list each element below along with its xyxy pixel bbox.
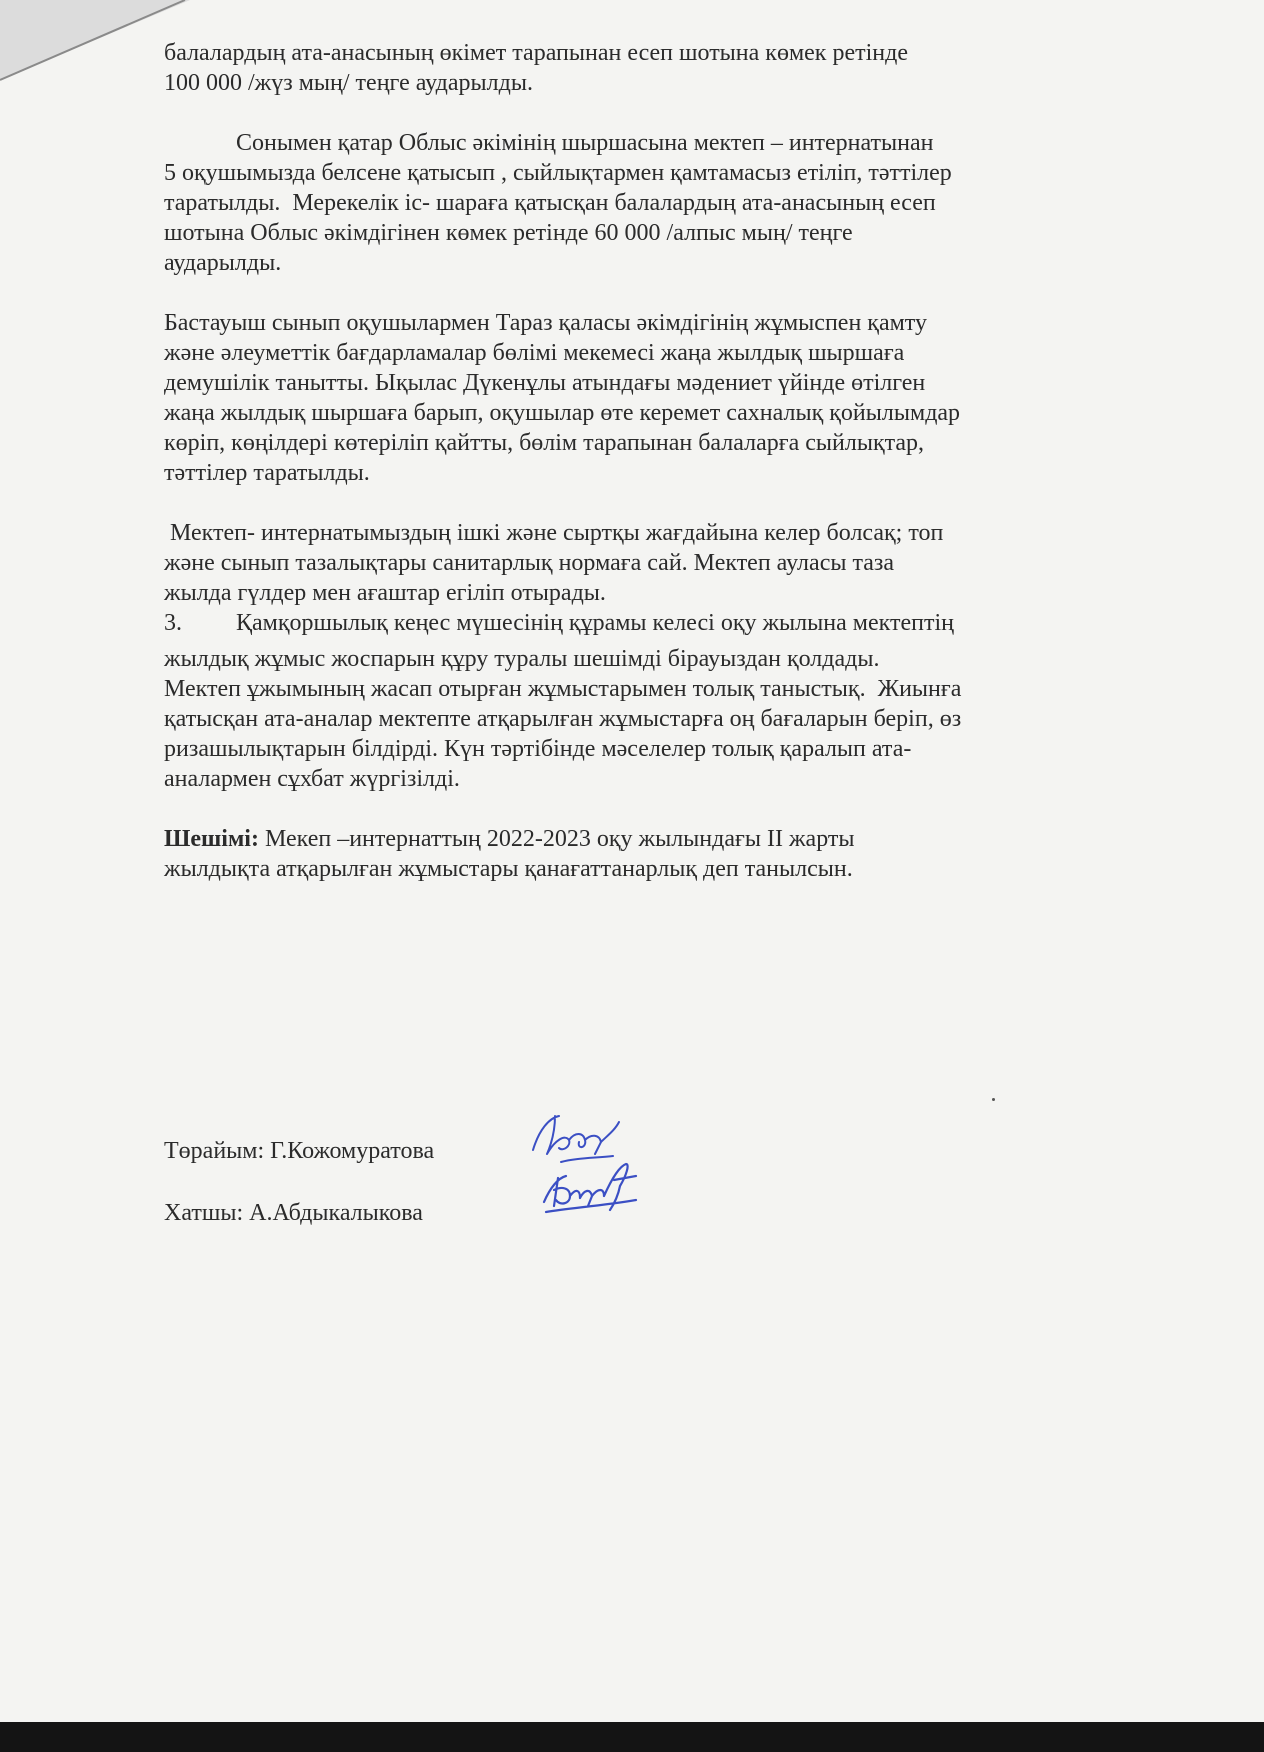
text-line: Мектеп- интернатымыздың ішкі және сыртқы жағдайына келер болсақ; топ <box>164 520 944 546</box>
text-line: тәттілер таратылды. <box>164 460 370 486</box>
text-line: Сонымен қатар Облыс әкімінің шыршасына мектеп – интернатынан <box>236 130 934 156</box>
text-line: Қамқоршылық кеңес мүшесінің құрамы келесі оқу жылына мектептің <box>236 610 954 636</box>
decision-text: Мекеп –интернаттың 2022-2023 оқу жылындағы II жарты <box>258 826 855 852</box>
paragraph-primary-school-event <box>164 308 1144 488</box>
text-line: шотына Облыс әкімдігінен көмек ретінде 60 000 /алпыс мың/ теңге <box>164 220 853 246</box>
item-number: 3. <box>164 610 182 636</box>
text-line: ризашылықтарын білдірді. Күн тәртібінде мәселелер толық қаралып ата- <box>164 736 912 762</box>
scan-speck <box>992 1098 995 1101</box>
text-line: қатысқан ата-аналар мектепте атқарылған жұмыстарға оң бағаларын беріп, өз <box>164 706 962 732</box>
decision-text: жылдықта атқарылған жұмыстары қанағаттанарлық деп танылсын. <box>164 856 853 882</box>
text-line: таратылды. Мерекелік іс- шараға қатысқан балалардың ата-анасының есеп <box>164 190 936 216</box>
paragraph-support-payment <box>164 38 1144 98</box>
text-line: 100 000 /жүз мың/ теңге аударылды. <box>164 70 533 96</box>
decision-paragraph <box>164 824 1144 884</box>
numbered-line <box>164 608 1144 638</box>
text-line: аналармен сұхбат жүргізілді. <box>164 766 460 792</box>
text-line: 5 оқушымызда белсене қатысып , сыйлықтармен қамтамасыз етіліп, тәттілер <box>164 160 952 186</box>
chair-signature-line: Төрайым: Г.Кожомуратова <box>164 1138 435 1164</box>
paragraph-item-3 <box>164 608 1144 794</box>
decision-line <box>164 824 1144 854</box>
paragraph-school-condition <box>164 518 1144 608</box>
scan-bottom-edge <box>0 1722 1264 1752</box>
text-line: жылдық жұмыс жоспарын құру туралы шешімді бірауыздан қолдады. <box>164 646 880 672</box>
text-line: Бастауыш сынып оқушылармен Тараз қаласы әкімдігінің жұмыспен қамту <box>164 310 927 336</box>
folded-corner <box>0 0 190 90</box>
text-line: демушілік танытты. Ықылас Дүкенұлы атындағы мәдениет үйінде өтілген <box>164 370 926 396</box>
text-line: жылда гүлдер мен ағаштар егіліп отырады. <box>164 580 606 606</box>
secretary-handwritten-signature <box>540 1160 650 1220</box>
text-line: жаңа жылдық шыршаға барып, оқушылар өте керемет сахналық қойылымдар <box>164 400 961 426</box>
text-line: көріп, көңілдері көтеріліп қайтты, бөлім тарапынан балаларға сыйлықтар, <box>164 430 925 456</box>
text-line: Мектеп ұжымының жасап отырған жұмыстарымен толық таныстық. Жиынға <box>164 676 962 702</box>
text-line: және сынып тазалықтары санитарлық нормаға сай. Мектеп ауласы таза <box>164 550 895 576</box>
text-line: және әлеуметтік бағдарламалар бөлімі мекемесі жаңа жылдық шыршаға <box>164 340 905 366</box>
signature-block <box>164 1136 434 1228</box>
document-body <box>164 38 1144 884</box>
paragraph-regional-new-year-tree <box>164 128 1144 278</box>
decision-label: Шешімі: <box>164 826 259 852</box>
text-line: балалардың ата-анасының өкімет тарапынан есеп шотына көмек ретінде <box>164 40 908 66</box>
secretary-signature-line: Хатшы: А.Абдыкалыкова <box>164 1200 423 1226</box>
text-line: аударылды. <box>164 250 282 276</box>
